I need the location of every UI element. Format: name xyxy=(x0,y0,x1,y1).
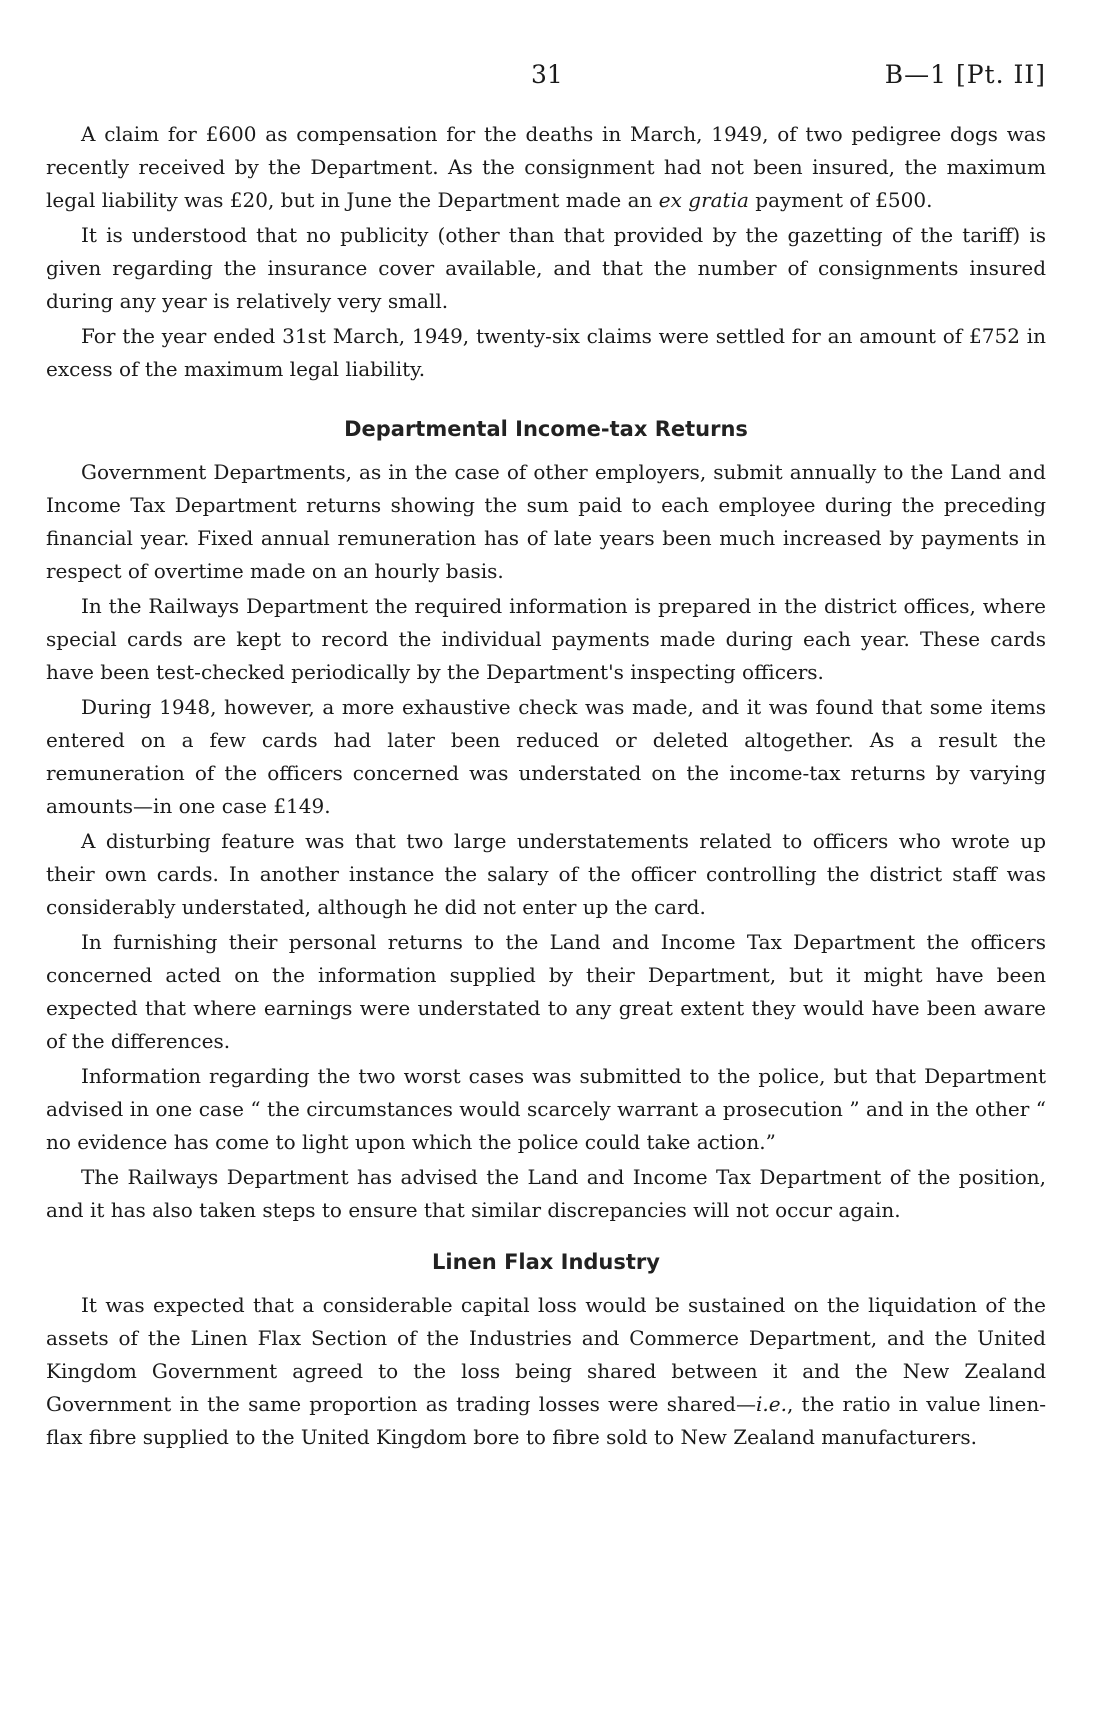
section-heading-income-tax: Departmental Income-tax Returns xyxy=(344,417,748,441)
paragraph: In the Railways Department the required information is prepared in the district offices, where special cards are kept to record the individual payments made during each year. These cards have been test-checked periodically by the Department's inspecting officers. xyxy=(46,594,1046,684)
document-page xyxy=(46,60,1046,1456)
paragraph xyxy=(46,1289,1046,1454)
paragraph: For the year ended 31st March, 1949, twenty-six claims were settled for an amount of £752 in excess of the maximum legal liability. xyxy=(46,324,1046,381)
page-number: 31 xyxy=(531,60,563,89)
italic-term: ex gratia xyxy=(658,188,749,212)
section-heading-linen-flax: Linen Flax Industry xyxy=(432,1250,660,1274)
paragraph: Government Departments, as in the case of other employers, submit annually to the Land and Income Tax Department returns showing the sum paid to each employee during the preceding financial year. Fixed annual remuneration has of late years been much increased by payments in respect of overtime made on an hourly basis. xyxy=(46,460,1046,583)
document-reference: B—1 [Pt. II] xyxy=(884,60,1046,89)
paragraph-text: , the ratio in value linen-flax fibre supplied to the United Kingdom bore to fibre sold to New Zealand manufacturers. xyxy=(46,1392,1046,1449)
paragraph: Information regarding the two worst cases was submitted to the police, but that Department advised in one case “ the circumstances would scarcely warrant a prosecution ” and in the other “ no evidence has come to light upon which the police could take action.” xyxy=(46,1064,1046,1154)
paragraph: During 1948, however, a more exhaustive check was made, and it was found that some items entered on a few cards had later been reduced or deleted altogether. As a result the remuneration of the officers concerned was understated on the income-tax returns by varying amounts—in one case £149. xyxy=(46,695,1046,818)
paragraph: In furnishing their personal returns to the Land and Income Tax Department the officers concerned acted on the information supplied by their Department, but it might have been expected that where earnings were understated to any great extent they would have been aware of the differences. xyxy=(46,930,1046,1053)
paragraph-text: It was expected that a considerable capital loss would be sustained on the liquidation of the assets of the Linen Flax Section of the Industries and Commerce Department, and the United Kingdom Government agreed to the loss being shared between it and the New Zealand Government in the same proportion as trading losses were shared— xyxy=(46,1293,1046,1416)
paragraph-text: payment of £500. xyxy=(748,188,933,212)
paragraph-text: A claim for £600 as compensation for the deaths in March, 1949, of two pedigree dogs was recently received by the Department. As the consignment had not been insured, the maximum legal liability was £20, but in June the Department made an xyxy=(46,122,1046,212)
paragraph: It is understood that no publicity (other than that provided by the gazetting of the tariff) is given regarding the insurance cover available, and that the number of consignments insured during any year is relatively very small. xyxy=(46,223,1046,313)
paragraph: The Railways Department has advised the Land and Income Tax Department of the position, and it has also taken steps to ensure that similar discrepancies will not occur again. xyxy=(46,1165,1046,1222)
paragraph xyxy=(46,118,1046,217)
paragraph: A disturbing feature was that two large understatements related to officers who wrote up their own cards. In another instance the salary of the officer controlling the district staff was considerably understated, although he did not enter up the card. xyxy=(46,829,1046,919)
page-header xyxy=(46,60,1046,102)
italic-term: i.e. xyxy=(755,1392,787,1416)
